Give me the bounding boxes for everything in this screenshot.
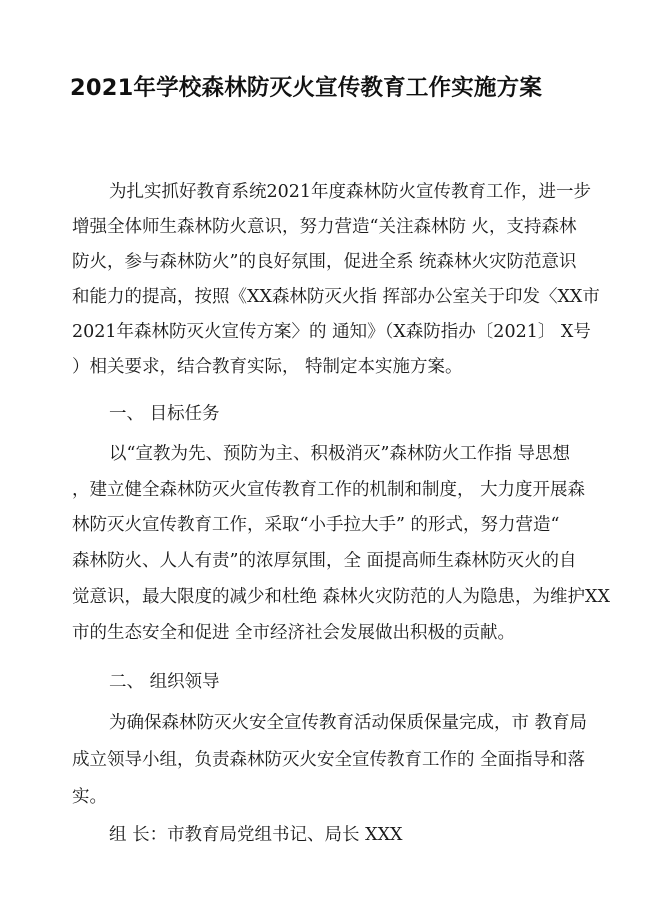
document-title: 2021年学校森林防灭火宣传教育工作实施方案 — [70, 75, 543, 101]
section-heading: 一、 目标任务 — [109, 404, 220, 424]
paragraph-line: 森林防火、人人有责”的浓厚氛围，全 面提高师生森林防灭火的自 — [72, 551, 577, 571]
paragraph-line: ）相关要求，结合教育实际， 特制定本实施方案。 — [72, 357, 463, 377]
paragraph-line: 实。 — [72, 787, 107, 807]
paragraph-line: 为扎实抓好教育系统2021年度森林防火宣传教育工作，进一步 — [109, 182, 592, 202]
paragraph-line: 为确保森林防灭火安全宣传教育活动保质保量完成，市 教育局 — [109, 713, 588, 733]
paragraph-line: 防火，参与森林防火”的良好氛围，促进全系 统森林火灾防范意识 — [72, 252, 577, 272]
paragraph-line: 市的生态安全和促进 全市经济社会发展做出积极的贡献。 — [72, 623, 516, 643]
section-heading: 二、 组织领导 — [109, 672, 220, 692]
paragraph-line: 组 长：市教育局党组书记、局长 XXX — [109, 825, 403, 845]
paragraph-line: 2021年森林防灭火宣传方案〉的 通知》（X森防指办〔2021〕 X号 — [72, 322, 591, 342]
paragraph-line: 以“宣教为先、预防为主、积极消灭”森林防火工作指 导思想 — [109, 444, 570, 464]
paragraph-line: 成立领导小组，负责森林防灭火安全宣传教育工作的 全面指导和落 — [72, 750, 586, 770]
paragraph-line: 林防灭火宣传教育工作，采取“小手拉大手” 的形式，努力营造“ — [72, 515, 560, 535]
paragraph-line: 觉意识，最大限度的减少和杜绝 森林火灾防范的人为隐患，为维护XX — [72, 587, 610, 607]
paragraph-line: ，建立健全森林防灭火宣传教育工作的机制和制度， 大力度开展森 — [72, 480, 586, 500]
paragraph-line: 增强全体师生森林防火意识，努力营造“关注森林防 火，支持森林 — [72, 217, 577, 237]
paragraph-line: 和能力的提高，按照《XX森林防灭火指 挥部办公室关于印发〈XX市 — [72, 287, 600, 307]
